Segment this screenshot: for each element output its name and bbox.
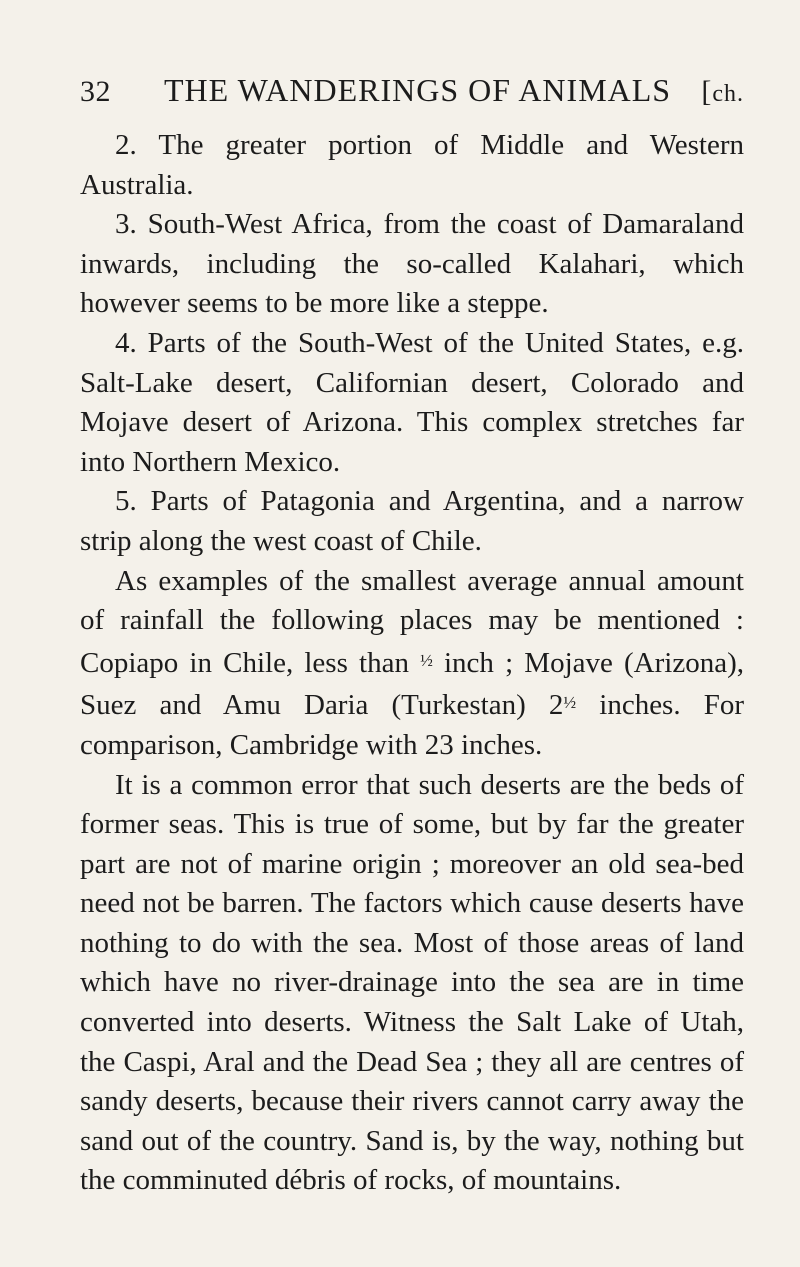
fraction-half-a: ½ <box>420 650 433 670</box>
paragraph-5-part-b: inch ; Mojave (Arizona), Suez and Amu Daria (Turkestan) 2 <box>80 646 744 722</box>
paragraph-3: 4. Parts of the South-West of the United States, e.g. Salt-Lake desert, Californian desert, Colorado and Mojave desert of Arizona. This complex stretches far into Northern Mexico. <box>80 326 744 478</box>
paragraph-6: It is a common error that such deserts are the beds of former seas. This is true of some, but by far the greater part are not of marine origin ; moreover an old sea-bed need not be barren. The factors which cause deserts have nothing to do with the sea. Most of those areas of land which have no river-drainage into the sea are in time converted into deserts. Witness the Salt Lake of Utah, the Caspi, Aral and the Dead Sea ; they all are centres of sandy deserts, because their rivers cannot carry away the sand out of the country. Sand is, by the way, nothing but the comminuted débris of rocks, of mountains. <box>80 768 744 1197</box>
book-page <box>0 72 800 1267</box>
paragraph-2: 3. South-West Africa, from the coast of Damaraland inwards, including the so-called Kalahari, which however seems to be more like a steppe. <box>80 208 744 320</box>
paragraph-4: 5. Parts of Patagonia and Argentina, and a narrow strip along the west coast of Chile. <box>80 485 744 557</box>
running-title: THE WANDERINGS OF ANIMALS <box>164 72 672 108</box>
page-number: 32 <box>80 75 111 108</box>
chapter-abbrev: ch. <box>712 81 744 107</box>
running-head <box>80 72 744 112</box>
paragraph-5-part-a: As examples of the smallest average annual amount of rainfall the following places may be mentioned : Copiapo in Chile, less than <box>80 564 744 679</box>
chapter-bracket: [ <box>701 75 713 108</box>
paragraph-5 <box>80 562 744 766</box>
chapter-mark <box>701 75 744 109</box>
fraction-half-b: ½ <box>563 693 577 713</box>
paragraph-1: 2. The greater portion of Middle and Western Australia. <box>80 129 744 201</box>
paragraph-5-part-c: inches. For comparison, Cambridge with 23 inches. <box>80 689 744 761</box>
body-text <box>80 126 744 1201</box>
